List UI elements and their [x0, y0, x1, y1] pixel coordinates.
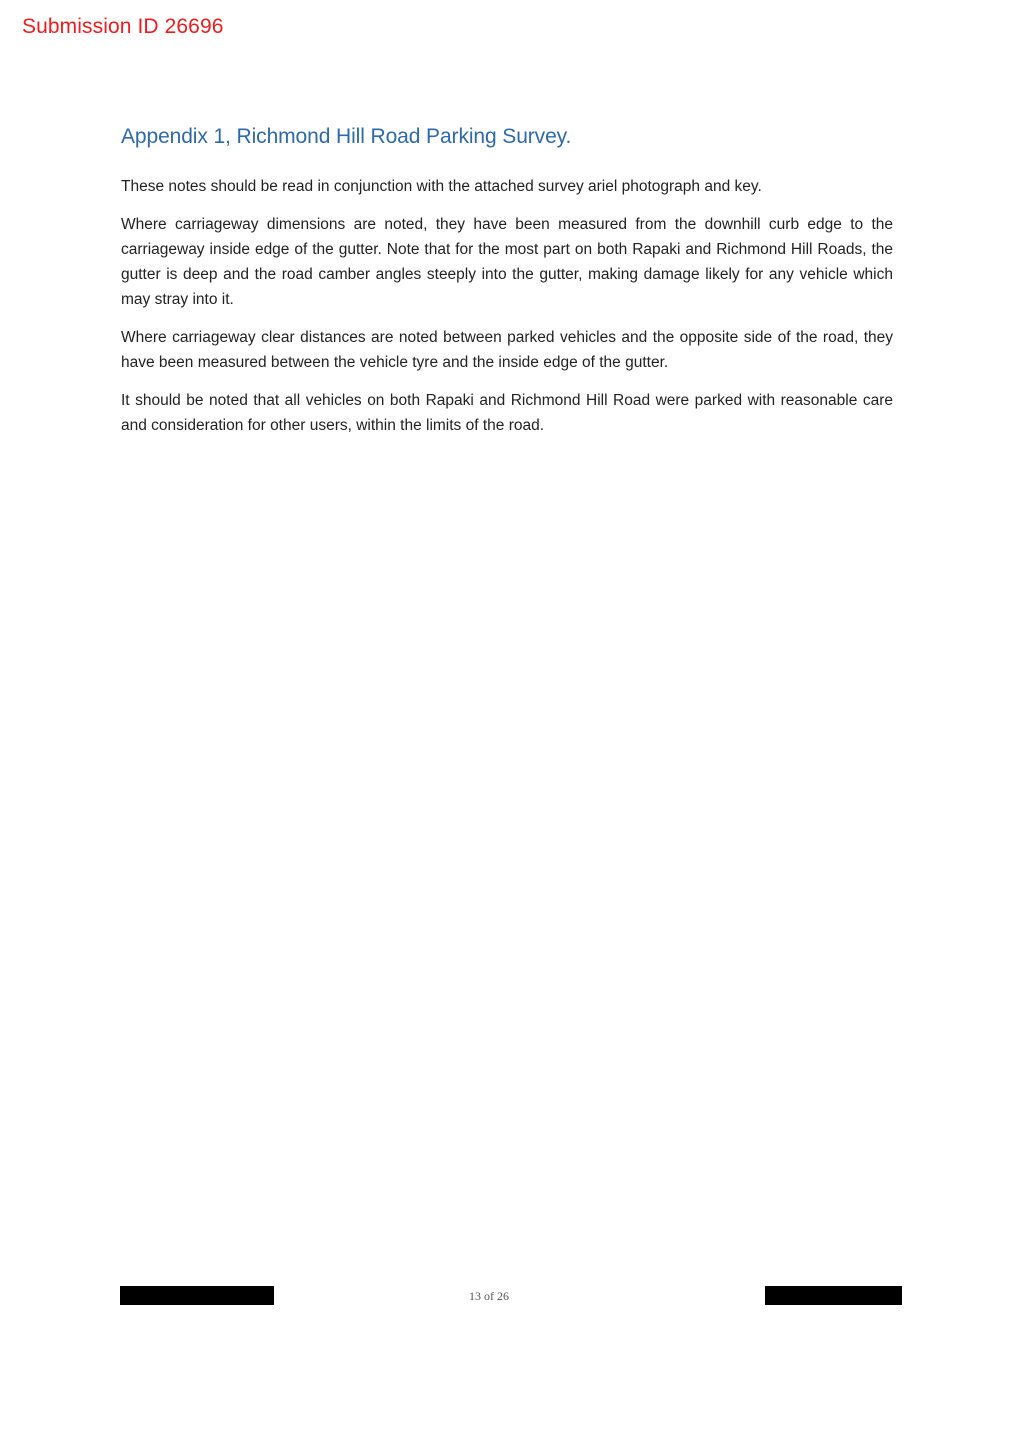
page-number: 13 of 26 — [469, 1289, 509, 1303]
paragraph-carriageway-dimensions: Where carriageway dimensions are noted, they have been measured from the downhill curb edge to the carriageway inside edge of the gutter. Note that for the most part on both Rapaki and Richmond Hill Roads, the gutter is deep and the road camber angles steeply into the gutter, making damage likely for any vehicle which may stray into it. — [121, 216, 893, 308]
paragraph-parking-conduct: It should be noted that all vehicles on both Rapaki and Richmond Hill Road were parked with reasonable care and consideration for other users, within the limits of the road. — [121, 392, 893, 434]
paragraph-intro: These notes should be read in conjunction with the attached survey ariel photograph and key. — [121, 178, 762, 195]
paragraph-clear-distances: Where carriageway clear distances are noted between parked vehicles and the opposite side of the road, they have been measured between the vehicle tyre and the inside edge of the gutter. — [121, 329, 893, 371]
redaction-bar-right — [765, 1286, 902, 1305]
document-body — [121, 122, 893, 451]
redaction-bar-left — [120, 1286, 274, 1305]
appendix-heading: Appendix 1, Richmond Hill Road Parking Survey. — [121, 125, 572, 148]
submission-id-stamp: Submission ID 26696 — [22, 15, 224, 38]
